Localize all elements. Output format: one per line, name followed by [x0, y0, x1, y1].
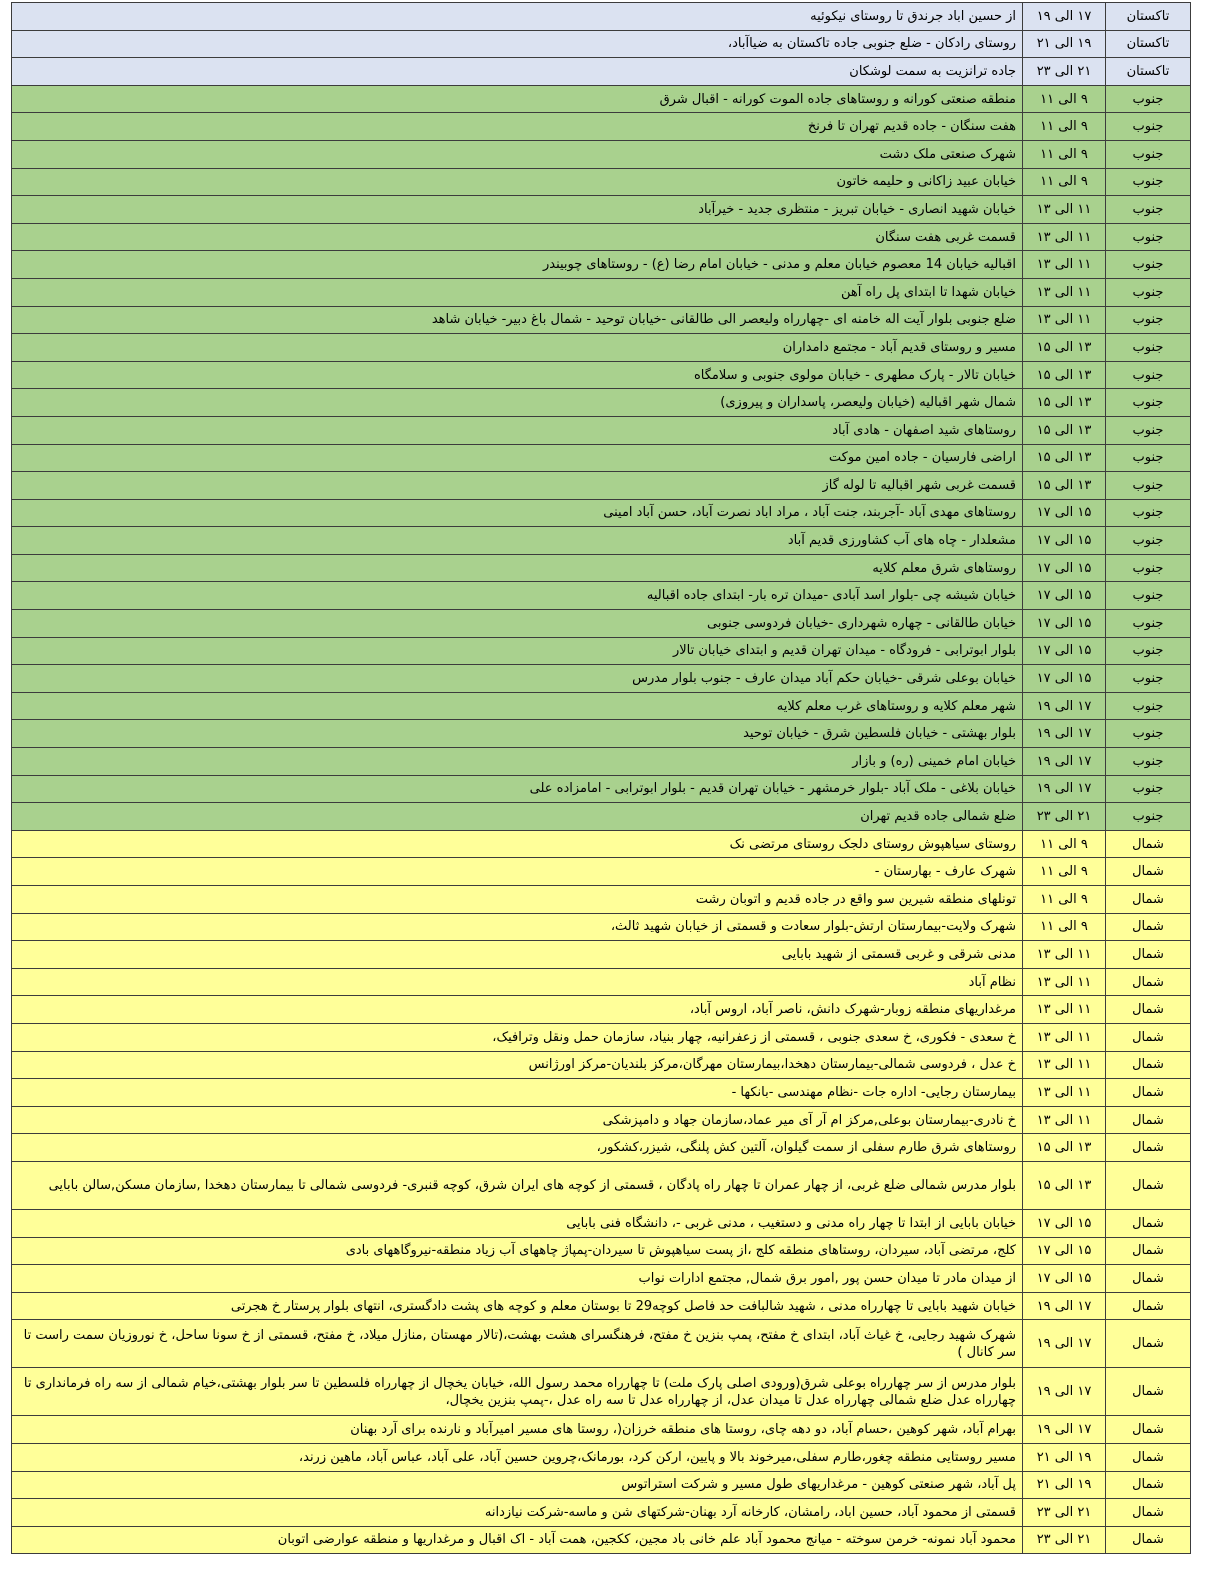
region-cell: شمال [1106, 1106, 1191, 1134]
area-cell: از میدان مادر تا میدان حسن پور ,امور برق شمال, مجتمع ادارات نواب [12, 1265, 1023, 1293]
area-cell: خیابان بلاغی - ملک آباد -بلوار خرمشهر - خیابان تهران قدیم - بلوار ابوترابی - امامزاده علی [12, 775, 1023, 803]
time-range-cell: ۹ الی ۱۱ [1023, 886, 1106, 914]
region-cell: شمال [1106, 830, 1191, 858]
table-row [12, 858, 1191, 886]
region-cell: شمال [1106, 1368, 1191, 1416]
time-range-cell: ۱۱ الی ۱۳ [1023, 1023, 1106, 1051]
area-cell: خ عدل ، فردوسی شمالی-بیمارستان دهخدا،بیمارستان مهرگان،مرکز بلندیان-مرکز اورژانس [12, 1051, 1023, 1079]
time-range-cell: ۱۹ الی ۲۱ [1023, 1471, 1106, 1499]
region-cell: جنوب [1106, 278, 1191, 306]
region-cell: جنوب [1106, 140, 1191, 168]
area-cell: جاده ترانزیت به سمت لوشکان [12, 58, 1023, 86]
table-row [12, 968, 1191, 996]
region-cell: شمال [1106, 1499, 1191, 1527]
area-cell: شهرک عارف - بهارستان - [12, 858, 1023, 886]
table-row [12, 444, 1191, 472]
region-cell: شمال [1106, 1471, 1191, 1499]
area-cell: مسیر روستایی منطقه چغور،طارم سفلی،میرخوند بالا و پایین، ارکن کرد، بورمانک،چروین حسین آباد، علی آباد، عباس آباد، ماهین زرند، [12, 1443, 1023, 1471]
table-row [12, 1161, 1191, 1209]
region-cell: شمال [1106, 1526, 1191, 1554]
time-range-cell: ۱۱ الی ۱۳ [1023, 996, 1106, 1024]
area-cell: خیابان امام خمینی (ره) و بازار [12, 748, 1023, 776]
schedule-rows [12, 3, 1191, 1554]
area-cell: بهرام آباد، شهر کوهین ،حسام آباد، دو دهه چای، روستا های منطقه خرزان(، روستا های مسیر امیرآباد و نارنده برای آرد بهنان [12, 1416, 1023, 1444]
region-cell: شمال [1106, 1161, 1191, 1209]
region-cell: جنوب [1106, 748, 1191, 776]
region-cell: شمال [1106, 1237, 1191, 1265]
region-cell: جنوب [1106, 361, 1191, 389]
table-row [12, 472, 1191, 500]
region-cell: شمال [1106, 1443, 1191, 1471]
region-cell: جنوب [1106, 472, 1191, 500]
time-range-cell: ۱۳ الی ۱۵ [1023, 361, 1106, 389]
area-cell: بلوار ابوترابی - فرودگاه - میدان تهران قدیم و ابتدای خیابان تالار [12, 637, 1023, 665]
table-row [12, 251, 1191, 279]
area-cell: روستاهای مهدی آباد -آجربند، جنت آباد ، مراد اباد نصرت آباد، حسن آباد امینی [12, 499, 1023, 527]
time-range-cell: ۱۹ الی ۲۱ [1023, 1443, 1106, 1471]
table-row [12, 196, 1191, 224]
region-cell: جنوب [1106, 444, 1191, 472]
region-cell: جنوب [1106, 168, 1191, 196]
region-cell: جنوب [1106, 85, 1191, 113]
region-cell: جنوب [1106, 499, 1191, 527]
table-row [12, 637, 1191, 665]
table-row [12, 996, 1191, 1024]
region-cell: جنوب [1106, 416, 1191, 444]
time-range-cell: ۲۱ الی ۲۳ [1023, 58, 1106, 86]
region-cell: جنوب [1106, 610, 1191, 638]
area-cell: خیابان بابایی از ابتدا تا چهار راه مدنی و دستغیب ، مدنی غربی -، دانشگاه فنی بابایی [12, 1209, 1023, 1237]
time-range-cell: ۲۱ الی ۲۳ [1023, 1499, 1106, 1527]
time-range-cell: ۱۹ الی ۲۱ [1023, 30, 1106, 58]
area-cell: بلوار مدرس از سر چهارراه بوعلی شرق(ورودی اصلی پارک ملت) تا چهارراه محمد رسول الله، خیابان یخچال از چهارراه فلسطین تا سر بلوار بهشتی،خیام شمالی از سه راه فرمانداری تا چهارراه عدل ضلع شمالی چهارراه عدل تا میدان عدل، از چهارراه عدل تا سه راه عدل ،-پمپ بنزین یخچال، [12, 1368, 1023, 1416]
area-cell: اقبالیه خیابان 14 معصوم خیابان معلم و مدنی - خیابان امام رضا (ع) - روستاهای چوبیندر [12, 251, 1023, 279]
area-cell: روستاهای شرق معلم کلایه [12, 554, 1023, 582]
time-range-cell: ۱۱ الی ۱۳ [1023, 968, 1106, 996]
area-cell: خیابان شهید بابایی تا چهارراه مدنی ، شهید شالبافت حد فاصل کوچه29 تا بوستان معلم و کوچه های پشت دادگستری، انتهای بلوار پرستار خ هجرتی [12, 1292, 1023, 1320]
region-cell: جنوب [1106, 527, 1191, 555]
area-cell: روستای رادکان - ضلع جنوبی جاده تاکستان به ضیاآباد، [12, 30, 1023, 58]
time-range-cell: ۱۳ الی ۱۵ [1023, 444, 1106, 472]
table-row [12, 886, 1191, 914]
table-row [12, 692, 1191, 720]
region-cell: شمال [1106, 1079, 1191, 1107]
time-range-cell: ۱۷ الی ۱۹ [1023, 775, 1106, 803]
time-range-cell: ۱۳ الی ۱۵ [1023, 416, 1106, 444]
table-row [12, 113, 1191, 141]
table-row [12, 499, 1191, 527]
table-row [12, 361, 1191, 389]
region-cell: شمال [1106, 858, 1191, 886]
time-range-cell: ۱۵ الی ۱۷ [1023, 499, 1106, 527]
table-row [12, 748, 1191, 776]
area-cell: ضلع جنوبی بلوار آیت اله خامنه ای -چهارراه ولیعصر الی طالقانی -خیابان توحید - شمال باغ دبیر- خیابان شاهد [12, 306, 1023, 334]
table-row [12, 140, 1191, 168]
table-row [12, 1292, 1191, 1320]
time-range-cell: ۱۵ الی ۱۷ [1023, 527, 1106, 555]
region-cell: جنوب [1106, 113, 1191, 141]
table-row [12, 1499, 1191, 1527]
outage-schedule-sheet [11, 2, 1191, 1554]
time-range-cell: ۱۳ الی ۱۵ [1023, 472, 1106, 500]
time-range-cell: ۱۵ الی ۱۷ [1023, 665, 1106, 693]
table-row [12, 610, 1191, 638]
table-row [12, 665, 1191, 693]
table-row [12, 554, 1191, 582]
area-cell: بلوار مدرس شمالی ضلع غربی، از چهار عمران تا چهار راه پادگان ، قسمتی از کوچه های ایران شرق، کوچه قنبری- فردوسی شمالی تا بیمارستان دهخدا ,سازمان مسکن,سالن بابایی [12, 1161, 1023, 1209]
table-row [12, 1443, 1191, 1471]
region-cell: جنوب [1106, 251, 1191, 279]
area-cell: بیمارستان رجایی- اداره جات -نظام مهندسی -بانکها - [12, 1079, 1023, 1107]
time-range-cell: ۱۵ الی ۱۷ [1023, 637, 1106, 665]
table-row [12, 527, 1191, 555]
area-cell: روستاهای شید اصفهان - هادی آباد [12, 416, 1023, 444]
region-cell: جنوب [1106, 389, 1191, 417]
region-cell: شمال [1106, 886, 1191, 914]
region-cell: تاکستان [1106, 3, 1191, 31]
area-cell: شهرک صنعتی ملک دشت [12, 140, 1023, 168]
region-cell: جنوب [1106, 582, 1191, 610]
table-row [12, 1023, 1191, 1051]
area-cell: شهر معلم کلایه و روستاهای غرب معلم کلایه [12, 692, 1023, 720]
area-cell: قسمت غربی هفت سنگان [12, 223, 1023, 251]
time-range-cell: ۱۷ الی ۱۹ [1023, 1368, 1106, 1416]
region-cell: شمال [1106, 1416, 1191, 1444]
time-range-cell: ۱۷ الی ۱۹ [1023, 692, 1106, 720]
time-range-cell: ۱۷ الی ۱۹ [1023, 3, 1106, 31]
region-cell: جنوب [1106, 775, 1191, 803]
table-row [12, 223, 1191, 251]
time-range-cell: ۱۱ الی ۱۳ [1023, 306, 1106, 334]
area-cell: اراضی فارسیان - جاده امین موکت [12, 444, 1023, 472]
table-row [12, 1265, 1191, 1293]
table-row [12, 416, 1191, 444]
table-row [12, 306, 1191, 334]
region-cell: جنوب [1106, 637, 1191, 665]
region-cell: شمال [1106, 1023, 1191, 1051]
time-range-cell: ۱۳ الی ۱۵ [1023, 334, 1106, 362]
area-cell: خیابان شهید انصاری - خیابان تبریز - منتظری جدید - خیرآباد [12, 196, 1023, 224]
region-cell: جنوب [1106, 223, 1191, 251]
table-row [12, 1209, 1191, 1237]
table-row [12, 278, 1191, 306]
table-row [12, 1079, 1191, 1107]
table-row [12, 168, 1191, 196]
time-range-cell: ۱۵ الی ۱۷ [1023, 582, 1106, 610]
region-cell: جنوب [1106, 306, 1191, 334]
outage-schedule-table [11, 2, 1191, 1554]
area-cell: خیابان شهدا تا ابتدای پل راه آهن [12, 278, 1023, 306]
table-row [12, 30, 1191, 58]
time-range-cell: ۱۵ الی ۱۷ [1023, 1265, 1106, 1293]
time-range-cell: ۲۱ الی ۲۳ [1023, 803, 1106, 831]
time-range-cell: ۹ الی ۱۱ [1023, 913, 1106, 941]
table-row [12, 3, 1191, 31]
region-cell: شمال [1106, 941, 1191, 969]
area-cell: خیابان تالار - پارک مطهری - خیابان مولوی جنوبی و سلامگاه [12, 361, 1023, 389]
area-cell: شمال شهر اقبالیه (خیابان ولیعصر، پاسداران و پیروزی) [12, 389, 1023, 417]
time-range-cell: ۱۳ الی ۱۵ [1023, 389, 1106, 417]
time-range-cell: ۱۱ الی ۱۳ [1023, 278, 1106, 306]
region-cell: شمال [1106, 996, 1191, 1024]
region-cell: جنوب [1106, 803, 1191, 831]
time-range-cell: ۱۱ الی ۱۳ [1023, 196, 1106, 224]
table-row [12, 775, 1191, 803]
table-row [12, 803, 1191, 831]
region-cell: جنوب [1106, 196, 1191, 224]
area-cell: پل آباد، شهر صنعتی کوهین - مرغداریهای طول مسیر و شرکت استراتوس [12, 1471, 1023, 1499]
time-range-cell: ۱۷ الی ۱۹ [1023, 1292, 1106, 1320]
table-row [12, 389, 1191, 417]
area-cell: خیابان شیشه چی -بلوار اسد آبادی -میدان تره بار- ابتدای جاده اقبالیه [12, 582, 1023, 610]
time-range-cell: ۱۷ الی ۱۹ [1023, 1320, 1106, 1368]
time-range-cell: ۱۳ الی ۱۵ [1023, 1161, 1106, 1209]
region-cell: جنوب [1106, 665, 1191, 693]
time-range-cell: ۹ الی ۱۱ [1023, 858, 1106, 886]
area-cell: مدنی شرقی و غربی قسمتی از شهید بابایی [12, 941, 1023, 969]
area-cell: شهرک شهید رجایی، خ غیاث آباد، ابتدای خ مفتح، پمپ بنزین خ مفتح، فرهنگسرای هشت بهشت،(تالار مهستان ,منازل میلاد، خ مفتح، قسمتی از خ سونا ساحل، خ نوروزیان سمت راست تا سر کانال ) [12, 1320, 1023, 1368]
area-cell: روستاهای شرق طارم سفلی از سمت گیلوان، آلتین کش پلنگی، شیزر،کشکور، [12, 1134, 1023, 1162]
time-range-cell: ۱۵ الی ۱۷ [1023, 1237, 1106, 1265]
region-cell: شمال [1106, 913, 1191, 941]
region-cell: تاکستان [1106, 58, 1191, 86]
time-range-cell: ۱۵ الی ۱۷ [1023, 1209, 1106, 1237]
area-cell: قسمتی از محمود آباد، حسین اباد، رامشان، کارخانه آرد بهنان-شرکتهای شن و ماسه-شرکت نیازدانه [12, 1499, 1023, 1527]
time-range-cell: ۹ الی ۱۱ [1023, 830, 1106, 858]
region-cell: جنوب [1106, 692, 1191, 720]
area-cell: مشعلدار - چاه های آب کشاورزی قدیم آباد [12, 527, 1023, 555]
table-row [12, 1368, 1191, 1416]
table-row [12, 85, 1191, 113]
region-cell: شمال [1106, 1292, 1191, 1320]
area-cell: مرغداریهای منطقه زوبار-شهرک دانش، ناصر آباد، اروس آباد، [12, 996, 1023, 1024]
area-cell: نظام آباد [12, 968, 1023, 996]
area-cell: محمود آباد نمونه- خرمن سوخته - میانج محمود آباد علم خانی باد مجین، ککجین، همت آباد - اک اقبال و مرغداریها و منطقه عوارضی اتوبان [12, 1526, 1023, 1554]
area-cell: تونلهای منطقه شیرین سو واقع در جاده قدیم و اتوبان رشت [12, 886, 1023, 914]
area-cell: ضلع شمالی جاده قدیم تهران [12, 803, 1023, 831]
time-range-cell: ۹ الی ۱۱ [1023, 113, 1106, 141]
table-row [12, 913, 1191, 941]
table-row [12, 1106, 1191, 1134]
time-range-cell: ۱۵ الی ۱۷ [1023, 610, 1106, 638]
area-cell: هفت سنگان - جاده قدیم تهران تا فرنخ [12, 113, 1023, 141]
time-range-cell: ۱۷ الی ۱۹ [1023, 720, 1106, 748]
table-row [12, 1416, 1191, 1444]
area-cell: کلج، مرتضی آباد، سیردان، روستاهای منطقه کلج ،از پست سیاهپوش تا سیردان-پمپاژ چاههای آب زیاد منطقه-نیروگاههای بادی [12, 1237, 1023, 1265]
area-cell: خ نادری-بیمارستان بوعلی,مرکز ام آر آی میر عماد،سازمان جهاد و دامپزشکی [12, 1106, 1023, 1134]
table-row [12, 941, 1191, 969]
area-cell: خ سعدی - فکوری، خ سعدی جنوبی ، قسمتی از زعفرانیه، چهار بنیاد، سازمان حمل ونقل وترافیک، [12, 1023, 1023, 1051]
table-row [12, 1237, 1191, 1265]
area-cell: شهرک ولایت-بیمارستان ارتش-بلوار سعادت و قسمتی از خیابان شهید ثالث، [12, 913, 1023, 941]
area-cell: خیابان عبید زاکانی و حلیمه خاتون [12, 168, 1023, 196]
area-cell: روستای سیاهپوش روستای دلجک روستای مرتضی نک [12, 830, 1023, 858]
region-cell: شمال [1106, 1134, 1191, 1162]
table-row [12, 830, 1191, 858]
time-range-cell: ۱۱ الی ۱۳ [1023, 1051, 1106, 1079]
area-cell: از حسین اباد جرندق تا روستای نیکوئیه [12, 3, 1023, 31]
time-range-cell: ۱۱ الی ۱۳ [1023, 1079, 1106, 1107]
region-cell: جنوب [1106, 334, 1191, 362]
time-range-cell: ۲۱ الی ۲۳ [1023, 1526, 1106, 1554]
time-range-cell: ۱۵ الی ۱۷ [1023, 554, 1106, 582]
time-range-cell: ۱۱ الی ۱۳ [1023, 223, 1106, 251]
time-range-cell: ۱۷ الی ۱۹ [1023, 1416, 1106, 1444]
table-row [12, 58, 1191, 86]
table-row [12, 1051, 1191, 1079]
region-cell: شمال [1106, 968, 1191, 996]
region-cell: جنوب [1106, 554, 1191, 582]
region-cell: شمال [1106, 1265, 1191, 1293]
region-cell: شمال [1106, 1320, 1191, 1368]
time-range-cell: ۱۱ الی ۱۳ [1023, 251, 1106, 279]
time-range-cell: ۹ الی ۱۱ [1023, 85, 1106, 113]
time-range-cell: ۱۱ الی ۱۳ [1023, 1106, 1106, 1134]
region-cell: جنوب [1106, 720, 1191, 748]
region-cell: شمال [1106, 1209, 1191, 1237]
table-row [12, 1471, 1191, 1499]
table-row [12, 334, 1191, 362]
table-row [12, 1320, 1191, 1368]
area-cell: قسمت غربی شهر اقبالیه تا لوله گاز [12, 472, 1023, 500]
area-cell: منطقه صنعتی کورانه و روستاهای جاده الموت کورانه - اقبال شرق [12, 85, 1023, 113]
table-row [12, 720, 1191, 748]
region-cell: تاکستان [1106, 30, 1191, 58]
region-cell: شمال [1106, 1051, 1191, 1079]
time-range-cell: ۱۱ الی ۱۳ [1023, 941, 1106, 969]
area-cell: خیابان طالقانی - چهاره شهرداری -خیابان فردوسی جنوبی [12, 610, 1023, 638]
time-range-cell: ۱۷ الی ۱۹ [1023, 748, 1106, 776]
table-row [12, 1134, 1191, 1162]
area-cell: خیابان بوعلی شرقی -خیابان حکم آباد میدان عارف - جنوب بلوار مدرس [12, 665, 1023, 693]
time-range-cell: ۹ الی ۱۱ [1023, 168, 1106, 196]
area-cell: بلوار بهشتی - خیابان فلسطین شرق - خیابان توحید [12, 720, 1023, 748]
time-range-cell: ۱۳ الی ۱۵ [1023, 1134, 1106, 1162]
area-cell: مسیر و روستای قدیم آباد - مجتمع دامداران [12, 334, 1023, 362]
time-range-cell: ۹ الی ۱۱ [1023, 140, 1106, 168]
table-row [12, 582, 1191, 610]
table-row [12, 1526, 1191, 1554]
